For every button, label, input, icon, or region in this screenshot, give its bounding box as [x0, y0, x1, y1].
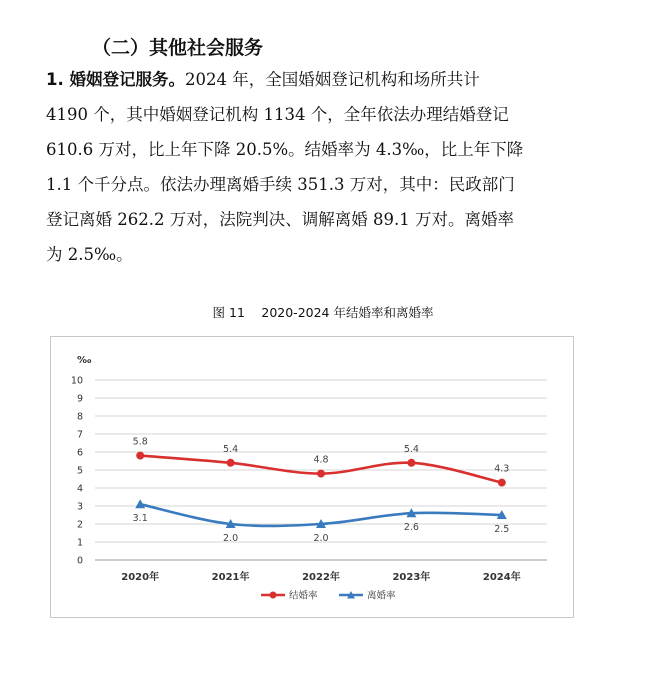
x-tick-label: 2020年 [121, 572, 160, 583]
data-label: 5.4 [403, 443, 419, 455]
x-tick-label: 2021年 [211, 572, 250, 583]
marriage-registration-paragraph [46, 62, 596, 272]
data-label: 5.4 [223, 443, 239, 455]
y-tick-label: 7 [76, 429, 83, 441]
paragraph-line-1 [46, 62, 596, 97]
y-tick-label: 10 [70, 375, 83, 387]
y-tick-label: 8 [76, 411, 83, 423]
y-tick-label: 6 [76, 447, 83, 459]
y-tick-label: 4 [76, 483, 83, 495]
paragraph-line-5: 登记离婚 262.2 万对，法院判决、调解离婚 89.1 万对。离婚率 [46, 210, 514, 229]
y-axis-unit-label: ‰ [77, 355, 92, 366]
y-tick-label: 0 [76, 555, 83, 567]
data-point-marriage [498, 479, 506, 487]
chart-frame [50, 336, 574, 618]
y-tick-label: 1 [76, 537, 83, 549]
data-label: 2.6 [403, 522, 419, 534]
y-tick-label: 3 [76, 501, 83, 513]
data-point-marriage [136, 452, 144, 460]
section-heading: （二）其他社会服务 [92, 37, 264, 59]
figure-caption: 图 11 2020-2024 年结婚率和离婚率 [212, 305, 434, 320]
paragraph-line-3: 610.6 万对，比上年下降 20.5%。结婚率为 4.3‰，比上年下降 [46, 140, 524, 159]
legend-label-divorce: 离婚率 [367, 590, 396, 602]
data-label: 5.8 [132, 436, 148, 448]
data-label: 4.3 [494, 463, 510, 475]
data-point-marriage [317, 470, 325, 478]
y-tick-label: 5 [76, 465, 83, 477]
data-label: 2.0 [223, 533, 239, 544]
y-tick-label: 9 [76, 393, 83, 405]
paragraph-line-4: 1.1 个千分点。依法办理离婚手续 351.3 万对，其中：民政部门 [46, 175, 515, 194]
data-label: 2.0 [313, 533, 329, 544]
data-point-marriage [227, 459, 235, 467]
legend-label-marriage: 结婚率 [289, 590, 318, 602]
x-tick-label: 2022年 [302, 572, 340, 583]
data-label: 3.1 [132, 513, 148, 525]
data-point-marriage [407, 459, 415, 467]
legend-marker [270, 592, 277, 599]
y-tick-label: 2 [76, 519, 83, 531]
data-label: 2.5 [494, 524, 510, 535]
paragraph-lead: 1. 婚姻登记服务。 [46, 70, 185, 89]
x-tick-label: 2023年 [392, 572, 431, 583]
paragraph-line-6: 为 2.5‰。 [46, 245, 133, 264]
paragraph-line-2: 4190 个，其中婚姻登记机构 1134 个，全年依法办理结婚登记 [46, 105, 509, 124]
data-label: 4.8 [313, 454, 329, 466]
x-tick-label: 2024年 [482, 572, 521, 583]
paragraph-line-1-text: 2024 年，全国婚姻登记机构和场所共计 [185, 70, 480, 89]
line-chart [51, 337, 573, 617]
